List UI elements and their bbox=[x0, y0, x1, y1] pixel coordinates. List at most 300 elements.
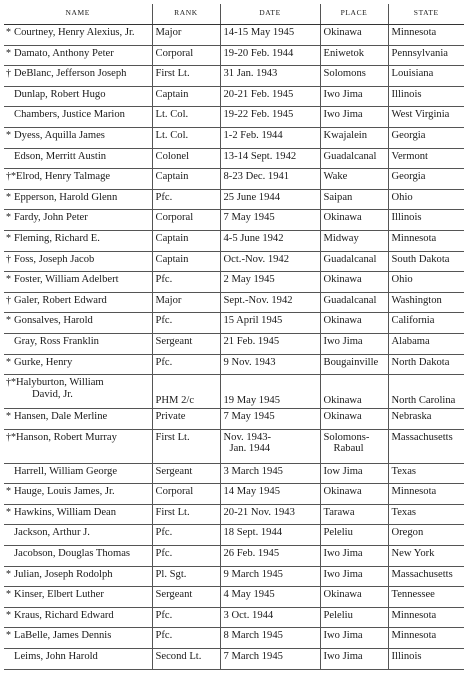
cell-place bbox=[320, 251, 388, 272]
table-row bbox=[4, 66, 464, 87]
action-place: Bougainville bbox=[323, 356, 379, 368]
action-date: 7 March 1945 bbox=[223, 651, 283, 663]
table-row bbox=[4, 566, 464, 587]
cell-rank: Pfc. bbox=[152, 525, 220, 546]
cell-state: Vermont bbox=[388, 148, 464, 169]
cell-name bbox=[4, 546, 152, 567]
action-date: 3 March 1945 bbox=[223, 465, 283, 477]
action-date: 18 Sept. 1944 bbox=[223, 527, 283, 539]
cell-state: Pennsylvania bbox=[388, 45, 464, 66]
cell-place bbox=[320, 127, 388, 148]
recipient-name: Kinser, Elbert Luther bbox=[14, 589, 104, 601]
cell-rank: Pfc. bbox=[152, 272, 220, 293]
cell-date bbox=[220, 354, 320, 375]
cell-place bbox=[320, 169, 388, 190]
cell-name bbox=[4, 25, 152, 46]
action-date: 13-14 Sept. 1942 bbox=[223, 150, 297, 162]
action-date: 4-5 June 1942 bbox=[223, 232, 284, 244]
column-header-date: DATE bbox=[220, 4, 320, 25]
cell-place bbox=[320, 66, 388, 87]
table-header bbox=[4, 4, 464, 25]
table-row bbox=[4, 169, 464, 190]
cell-name bbox=[4, 66, 152, 87]
cell-name bbox=[4, 463, 152, 484]
cell-rank: Colonel bbox=[152, 148, 220, 169]
table-row bbox=[4, 525, 464, 546]
honor-marker: * bbox=[6, 315, 11, 327]
cell-rank: Major bbox=[152, 25, 220, 46]
honor-marker: * bbox=[6, 589, 11, 601]
honor-marker: * bbox=[6, 27, 11, 38]
cell-state: North Carolina bbox=[388, 375, 464, 409]
cell-name bbox=[4, 649, 152, 670]
recipient-name: Julian, Joseph Rodolph bbox=[14, 568, 113, 580]
table-row bbox=[4, 484, 464, 505]
column-header-place: PLACE bbox=[320, 4, 388, 25]
cell-rank: Major bbox=[152, 292, 220, 313]
cell-state: New York bbox=[388, 546, 464, 567]
cell-rank: Pfc. bbox=[152, 546, 220, 567]
cell-rank: First Lt. bbox=[152, 429, 220, 463]
honor-marker: † bbox=[6, 68, 11, 80]
cell-name bbox=[4, 272, 152, 293]
cell-date bbox=[220, 587, 320, 608]
action-place: Okinawa bbox=[323, 212, 362, 224]
recipient-name: Kraus, Richard Edward bbox=[14, 609, 114, 621]
cell-state: Tennessee bbox=[388, 587, 464, 608]
action-place: Okinawa bbox=[323, 589, 362, 601]
honor-marker: †* bbox=[6, 431, 16, 443]
cell-name bbox=[4, 429, 152, 463]
cell-place bbox=[320, 546, 388, 567]
table-row bbox=[4, 107, 464, 128]
cell-name bbox=[4, 189, 152, 210]
cell-name bbox=[4, 127, 152, 148]
action-date: Sept.-Nov. 1942 bbox=[223, 294, 293, 306]
table-row bbox=[4, 375, 464, 409]
recipient-name: LaBelle, James Dennis bbox=[14, 630, 112, 642]
action-place: Saipan bbox=[323, 191, 353, 203]
action-place: Iwo Jima bbox=[323, 335, 363, 347]
action-place: Solomons bbox=[323, 68, 366, 80]
honor-marker: * bbox=[6, 232, 11, 244]
cell-date bbox=[220, 525, 320, 546]
table-row bbox=[4, 429, 464, 463]
cell-state: Washington bbox=[388, 292, 464, 313]
recipient-name: Hansen, Dale Merline bbox=[14, 411, 108, 423]
cell-state: Minnesota bbox=[388, 25, 464, 46]
cell-date bbox=[220, 66, 320, 87]
table-row bbox=[4, 504, 464, 525]
cell-place bbox=[320, 566, 388, 587]
action-date: 21 Feb. 1945 bbox=[223, 335, 280, 347]
cell-date bbox=[220, 409, 320, 430]
action-date: 3 Oct. 1944 bbox=[223, 609, 274, 621]
recipient-name: Elrod, Henry Talmage bbox=[16, 171, 111, 183]
honor-marker: * bbox=[6, 212, 11, 224]
cell-state: Minnesota bbox=[388, 607, 464, 628]
cell-name bbox=[4, 587, 152, 608]
cell-date bbox=[220, 272, 320, 293]
cell-date bbox=[220, 504, 320, 525]
action-place: Peleliu bbox=[323, 527, 353, 539]
cell-place bbox=[320, 25, 388, 46]
table-row bbox=[4, 189, 464, 210]
honor-marker: * bbox=[6, 609, 11, 621]
cell-date bbox=[220, 210, 320, 231]
cell-place bbox=[320, 45, 388, 66]
honor-marker: * bbox=[6, 630, 11, 642]
action-date: 19-22 Feb. 1945 bbox=[223, 109, 294, 121]
cell-place bbox=[320, 375, 388, 409]
action-place: Peleliu bbox=[323, 609, 353, 621]
action-date: 8-23 Dec. 1941 bbox=[223, 171, 290, 183]
cell-name bbox=[4, 333, 152, 354]
cell-name bbox=[4, 45, 152, 66]
cell-state: Illinois bbox=[388, 210, 464, 231]
column-header-name: NAME bbox=[4, 4, 152, 25]
cell-place bbox=[320, 463, 388, 484]
cell-name bbox=[4, 628, 152, 649]
table-row bbox=[4, 127, 464, 148]
cell-rank: Pfc. bbox=[152, 628, 220, 649]
action-date: 9 Nov. 1943 bbox=[223, 356, 276, 368]
cell-place bbox=[320, 292, 388, 313]
honor-marker: * bbox=[6, 47, 11, 59]
recipient-name: Galer, Robert Edward bbox=[14, 294, 107, 306]
recipient-name: Edson, Merritt Austin bbox=[14, 150, 107, 162]
recipient-name: Jacobson, Douglas Thomas bbox=[14, 548, 131, 560]
action-place-continued: Rabaul bbox=[333, 443, 364, 455]
action-place: Okinawa bbox=[323, 27, 362, 38]
honor-marker: * bbox=[6, 411, 11, 423]
action-date: 2 May 1945 bbox=[223, 274, 275, 286]
action-place: Iwo Jima bbox=[323, 630, 363, 642]
action-date: Nov. 1943- bbox=[223, 431, 272, 443]
honor-marker: * bbox=[6, 274, 11, 286]
honor-marker: †* bbox=[6, 377, 16, 389]
cell-date bbox=[220, 607, 320, 628]
cell-date bbox=[220, 230, 320, 251]
cell-place bbox=[320, 210, 388, 231]
cell-rank: Pfc. bbox=[152, 354, 220, 375]
cell-state: Massachusetts bbox=[388, 429, 464, 463]
cell-state: Ohio bbox=[388, 272, 464, 293]
cell-place bbox=[320, 333, 388, 354]
action-date: 26 Feb. 1945 bbox=[223, 548, 280, 560]
cell-state: Georgia bbox=[388, 127, 464, 148]
cell-name bbox=[4, 313, 152, 334]
recipient-name: Hauge, Louis James, Jr. bbox=[14, 486, 115, 498]
cell-date bbox=[220, 484, 320, 505]
action-place: Eniwetok bbox=[323, 47, 365, 59]
cell-rank: Captain bbox=[152, 169, 220, 190]
cell-date bbox=[220, 251, 320, 272]
cell-name bbox=[4, 484, 152, 505]
cell-rank: Sergeant bbox=[152, 587, 220, 608]
table-row bbox=[4, 230, 464, 251]
table-row bbox=[4, 272, 464, 293]
table-row bbox=[4, 45, 464, 66]
cell-state: Minnesota bbox=[388, 230, 464, 251]
cell-date bbox=[220, 86, 320, 107]
cell-state: Illinois bbox=[388, 649, 464, 670]
cell-rank: Captain bbox=[152, 251, 220, 272]
column-header-rank: RANK bbox=[152, 4, 220, 25]
cell-place bbox=[320, 354, 388, 375]
action-date: 7 May 1945 bbox=[223, 212, 275, 224]
action-date: 20-21 Feb. 1945 bbox=[223, 88, 294, 100]
cell-rank: Corporal bbox=[152, 45, 220, 66]
recipient-name: Foss, Joseph Jacob bbox=[14, 253, 95, 265]
honor-marker: * bbox=[6, 129, 11, 141]
table-row bbox=[4, 546, 464, 567]
table-row bbox=[4, 354, 464, 375]
action-date: Oct.-Nov. 1942 bbox=[223, 253, 290, 265]
cell-date bbox=[220, 292, 320, 313]
recipient-name: Epperson, Harold Glenn bbox=[14, 191, 118, 203]
action-place: Okinawa bbox=[323, 411, 362, 423]
cell-date bbox=[220, 107, 320, 128]
cell-place bbox=[320, 649, 388, 670]
cell-state: South Dakota bbox=[388, 251, 464, 272]
cell-rank: Pfc. bbox=[152, 189, 220, 210]
recipient-name: Dyess, Aquilla James bbox=[14, 129, 105, 141]
cell-state: Massachusetts bbox=[388, 566, 464, 587]
table-row bbox=[4, 86, 464, 107]
recipient-name: DeBlanc, Jefferson Joseph bbox=[14, 68, 127, 80]
cell-name bbox=[4, 292, 152, 313]
cell-name bbox=[4, 525, 152, 546]
cell-state: California bbox=[388, 313, 464, 334]
recipient-name: Jackson, Arthur J. bbox=[14, 527, 90, 539]
cell-state: Texas bbox=[388, 504, 464, 525]
column-header-state: STATE bbox=[388, 4, 464, 25]
action-place: Solomons- bbox=[323, 431, 370, 443]
cell-state: Georgia bbox=[388, 169, 464, 190]
cell-rank: First Lt. bbox=[152, 66, 220, 87]
recipient-name: Foster, William Adelbert bbox=[14, 274, 119, 286]
cell-name bbox=[4, 107, 152, 128]
table-row bbox=[4, 333, 464, 354]
cell-rank: Pl. Sgt. bbox=[152, 566, 220, 587]
cell-place bbox=[320, 429, 388, 463]
recipient-name: Fleming, Richard E. bbox=[14, 232, 100, 244]
cell-rank: Sergeant bbox=[152, 333, 220, 354]
honor-marker: * bbox=[6, 191, 11, 203]
action-date: 25 June 1944 bbox=[223, 191, 280, 203]
action-place: Iwo Jima bbox=[323, 568, 363, 580]
action-date: 14 May 1945 bbox=[223, 486, 280, 498]
action-place: Okinawa bbox=[323, 315, 362, 327]
table-body bbox=[4, 25, 464, 670]
honor-marker: †* bbox=[6, 171, 16, 183]
table-row bbox=[4, 251, 464, 272]
cell-place bbox=[320, 587, 388, 608]
cell-rank: Pfc. bbox=[152, 607, 220, 628]
cell-date bbox=[220, 45, 320, 66]
recipient-name: Leims, John Harold bbox=[14, 651, 98, 663]
cell-name bbox=[4, 409, 152, 430]
cell-rank: Captain bbox=[152, 230, 220, 251]
recipient-name-continued: David, Jr. bbox=[32, 388, 73, 400]
action-date: 20-21 Nov. 1943 bbox=[223, 506, 295, 518]
action-date: 7 May 1945 bbox=[223, 411, 275, 423]
table-row bbox=[4, 409, 464, 430]
cell-name bbox=[4, 375, 152, 409]
cell-name bbox=[4, 169, 152, 190]
cell-place bbox=[320, 313, 388, 334]
cell-place bbox=[320, 409, 388, 430]
recipient-name: Halyburton, William bbox=[16, 377, 104, 389]
cell-date bbox=[220, 375, 320, 409]
cell-state: Alabama bbox=[388, 333, 464, 354]
cell-rank: Captain bbox=[152, 86, 220, 107]
medal-roster-table bbox=[4, 4, 464, 670]
cell-date bbox=[220, 546, 320, 567]
cell-date bbox=[220, 189, 320, 210]
action-place: Okinawa bbox=[323, 394, 362, 406]
action-place: Iwo Jima bbox=[323, 88, 363, 100]
action-date: 19-20 Feb. 1944 bbox=[223, 47, 294, 59]
recipient-name: Gray, Ross Franklin bbox=[14, 335, 99, 347]
action-date-continued: Jan. 1944 bbox=[229, 443, 271, 455]
cell-name bbox=[4, 230, 152, 251]
cell-date bbox=[220, 148, 320, 169]
cell-rank: Sergeant bbox=[152, 463, 220, 484]
cell-date bbox=[220, 566, 320, 587]
action-place: Kwajalein bbox=[323, 129, 368, 141]
cell-place bbox=[320, 107, 388, 128]
action-place: Guadalcanal bbox=[323, 253, 377, 265]
recipient-name: Gurke, Henry bbox=[14, 356, 73, 368]
table-row bbox=[4, 210, 464, 231]
action-date: 31 Jan. 1943 bbox=[223, 68, 278, 80]
cell-date bbox=[220, 429, 320, 463]
cell-rank: Corporal bbox=[152, 210, 220, 231]
action-date: 15 April 1945 bbox=[223, 315, 283, 327]
action-place: Okinawa bbox=[323, 486, 362, 498]
cell-state: Nebraska bbox=[388, 409, 464, 430]
cell-place bbox=[320, 525, 388, 546]
cell-rank: Private bbox=[152, 409, 220, 430]
cell-state: North Dakota bbox=[388, 354, 464, 375]
action-date: 4 May 1945 bbox=[223, 589, 275, 601]
cell-date bbox=[220, 169, 320, 190]
cell-date bbox=[220, 463, 320, 484]
cell-place bbox=[320, 628, 388, 649]
cell-rank: Lt. Col. bbox=[152, 127, 220, 148]
cell-rank: Lt. Col. bbox=[152, 107, 220, 128]
cell-name bbox=[4, 566, 152, 587]
table-row bbox=[4, 607, 464, 628]
cell-place bbox=[320, 272, 388, 293]
action-place: Iwo Jima bbox=[323, 109, 363, 121]
cell-name bbox=[4, 251, 152, 272]
action-place: Iwo Jima bbox=[323, 651, 363, 663]
table-row bbox=[4, 463, 464, 484]
action-place: Tarawa bbox=[323, 506, 355, 518]
action-place: Guadalcanal bbox=[323, 150, 377, 162]
recipient-name: Courtney, Henry Alexius, Jr. bbox=[14, 27, 135, 38]
honor-marker: † bbox=[6, 253, 11, 265]
table-row bbox=[4, 587, 464, 608]
cell-name bbox=[4, 86, 152, 107]
table-row bbox=[4, 292, 464, 313]
cell-state: Texas bbox=[388, 463, 464, 484]
cell-state: Louisiana bbox=[388, 66, 464, 87]
cell-date bbox=[220, 25, 320, 46]
cell-rank: Second Lt. bbox=[152, 649, 220, 670]
cell-date bbox=[220, 313, 320, 334]
cell-state: Minnesota bbox=[388, 628, 464, 649]
cell-name bbox=[4, 354, 152, 375]
recipient-name: Hawkins, William Dean bbox=[14, 506, 117, 518]
recipient-name: Harrell, William George bbox=[14, 465, 118, 477]
cell-date bbox=[220, 127, 320, 148]
table-row bbox=[4, 649, 464, 670]
recipient-name: Damato, Anthony Peter bbox=[14, 47, 114, 59]
table-row bbox=[4, 25, 464, 46]
table-row bbox=[4, 148, 464, 169]
cell-place bbox=[320, 504, 388, 525]
cell-place bbox=[320, 230, 388, 251]
cell-rank: Pfc. bbox=[152, 313, 220, 334]
action-date: 14-15 May 1945 bbox=[223, 27, 295, 38]
action-place: Iow Jima bbox=[323, 465, 363, 477]
cell-date bbox=[220, 649, 320, 670]
cell-place bbox=[320, 148, 388, 169]
action-place: Iwo Jima bbox=[323, 548, 363, 560]
honor-marker: * bbox=[6, 486, 11, 498]
cell-name bbox=[4, 504, 152, 525]
cell-name bbox=[4, 607, 152, 628]
action-place: Okinawa bbox=[323, 274, 362, 286]
table-row bbox=[4, 313, 464, 334]
recipient-name: Gonsalves, Harold bbox=[14, 315, 93, 327]
cell-name bbox=[4, 148, 152, 169]
cell-state: West Virginia bbox=[388, 107, 464, 128]
cell-date bbox=[220, 628, 320, 649]
recipient-name: Dunlap, Robert Hugo bbox=[14, 88, 106, 100]
action-date: 19 May 1945 bbox=[223, 394, 280, 406]
action-date: 1-2 Feb. 1944 bbox=[223, 129, 283, 141]
action-date: 9 March 1945 bbox=[223, 568, 283, 580]
honor-marker: * bbox=[6, 356, 11, 368]
recipient-name: Hanson, Robert Murray bbox=[16, 431, 117, 443]
cell-place bbox=[320, 484, 388, 505]
cell-name bbox=[4, 210, 152, 231]
action-place: Midway bbox=[323, 232, 359, 244]
action-place: Guadalcanal bbox=[323, 294, 377, 306]
recipient-name: Chambers, Justice Marion bbox=[14, 109, 125, 121]
cell-state: Illinois bbox=[388, 86, 464, 107]
honor-marker: * bbox=[6, 506, 11, 518]
cell-place bbox=[320, 607, 388, 628]
table-row bbox=[4, 628, 464, 649]
cell-rank: Corporal bbox=[152, 484, 220, 505]
cell-rank: First Lt. bbox=[152, 504, 220, 525]
cell-place bbox=[320, 86, 388, 107]
honor-marker: † bbox=[6, 294, 11, 306]
recipient-name: Fardy, John Peter bbox=[14, 212, 88, 224]
honor-marker: * bbox=[6, 568, 11, 580]
cell-state: Minnesota bbox=[388, 484, 464, 505]
cell-state: Ohio bbox=[388, 189, 464, 210]
action-place: Wake bbox=[323, 171, 348, 183]
cell-state: Oregon bbox=[388, 525, 464, 546]
action-date: 8 March 1945 bbox=[223, 630, 283, 642]
